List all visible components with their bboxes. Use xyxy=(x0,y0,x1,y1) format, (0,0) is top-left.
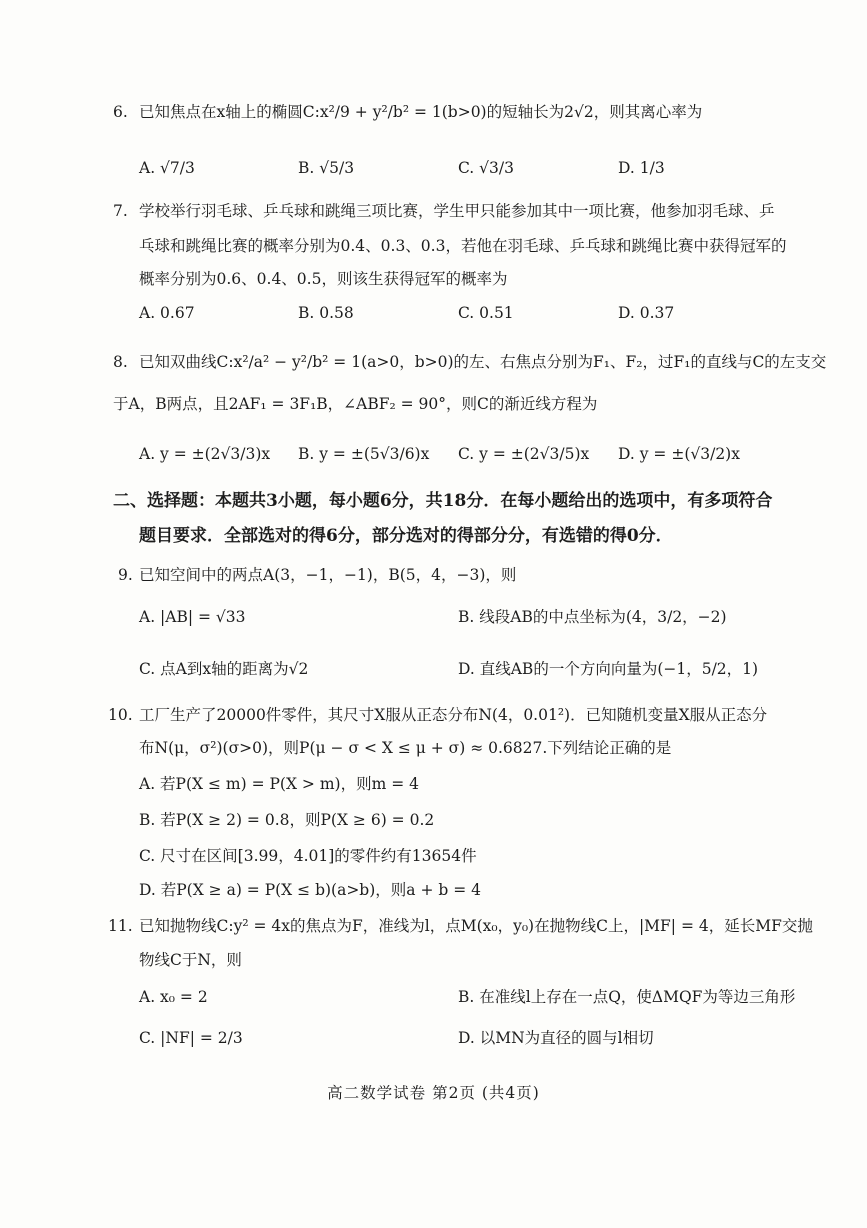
question-line: 于A，B两点，且2AF₁ = 3F₁B，∠ABF₂ = 90°，则C的渐近线方程为 xyxy=(113,395,598,413)
option-d: D. 直线AB的一个方向向量为(−1，5/2，1) xyxy=(458,660,759,678)
question-stem: 已知焦点在x轴上的椭圆C:x²/9 + y²/b² = 1(b>0)的短轴长为2√2，则其离心率为 xyxy=(139,103,703,121)
question-number: 9. xyxy=(118,566,133,584)
question-line: 学校举行羽毛球、乒乓球和跳绳三项比赛，学生甲只能参加其中一项比赛，他参加羽毛球、乒 xyxy=(139,202,775,220)
option-d: D. 0.37 xyxy=(618,304,675,322)
question-line: 工厂生产了20000件零件，其尺寸X服从正态分布N(4，0.01²)．已知随机变量X服从正态分 xyxy=(139,706,768,724)
option-c: C. 0.51 xyxy=(458,304,514,322)
option-c: C. 尺寸在区间[3.99，4.01]的零件约有13654件 xyxy=(139,847,477,865)
question-number: 6. xyxy=(113,103,128,121)
option-b: B. y = ±(5√3/6)x xyxy=(298,445,430,463)
option-c: C. √3/3 xyxy=(458,159,514,177)
option-b: B. 若P(X ≥ 2) = 0.8，则P(X ≥ 6) = 0.2 xyxy=(139,811,435,829)
question-number: 8. xyxy=(113,353,128,371)
section-heading-cont: 题目要求．全部选对的得6分，部分选对的得部分分，有选错的得0分． xyxy=(139,526,673,546)
option-a: A. y = ±(2√3/3)x xyxy=(139,445,271,463)
page-footer: 高二数学试卷 第2页 (共4页) xyxy=(327,1084,540,1102)
question-line: 已知双曲线C:x²/a² − y²/b² = 1(a>0，b>0)的左、右焦点分别为F₁、F₂，过F₁的直线与C的左支交 xyxy=(139,353,827,371)
question-number: 7. xyxy=(113,202,128,220)
option-a: A. √7/3 xyxy=(139,159,195,177)
option-a: A. |AB| = √33 xyxy=(139,608,246,626)
option-b: B. 在准线l上存在一点Q，使ΔMQF为等边三角形 xyxy=(458,988,796,1006)
option-b: B. 0.58 xyxy=(298,304,354,322)
option-d: D. 1/3 xyxy=(618,159,665,177)
question-line: 概率分别为0.6、0.4、0.5，则该生获得冠军的概率为 xyxy=(139,270,508,288)
option-b: B. 线段AB的中点坐标为(4，3/2，−2) xyxy=(458,608,727,626)
option-c: C. y = ±(2√3/5)x xyxy=(458,445,590,463)
question-number: 11. xyxy=(108,917,133,935)
question-line: 布N(μ，σ²)(σ>0)，则P(μ − σ < X ≤ μ + σ) ≈ 0.6827.下列结论正确的是 xyxy=(139,739,672,757)
option-c: C. 点A到x轴的距离为√2 xyxy=(139,660,309,678)
option-a: A. 0.67 xyxy=(139,304,195,322)
option-b: B. √5/3 xyxy=(298,159,355,177)
question-number: 10. xyxy=(108,706,133,724)
option-a: A. x₀ = 2 xyxy=(139,988,208,1006)
question-line: 已知抛物线C:y² = 4x的焦点为F，准线为l，点M(x₀，y₀)在抛物线C上，|MF| = 4，延长MF交抛 xyxy=(139,917,813,935)
question-stem: 已知空间中的两点A(3，−1，−1)，B(5，4，−3)，则 xyxy=(139,566,517,584)
question-line: 物线C于N，则 xyxy=(139,951,242,969)
option-a: A. 若P(X ≤ m) = P(X > m)，则m = 4 xyxy=(139,775,419,793)
option-c: C. |NF| = 2/3 xyxy=(139,1029,243,1047)
section-heading: 二、选择题：本题共3小题，每小题6分，共18分．在每小题给出的选项中，有多项符合 xyxy=(113,491,773,511)
option-d: D. y = ±(√3/2)x xyxy=(618,445,740,463)
option-d: D. 以MN为直径的圆与l相切 xyxy=(458,1029,654,1047)
question-line: 乓球和跳绳比赛的概率分别为0.4、0.3、0.3，若他在羽毛球、乒乓球和跳绳比赛中获得冠军的 xyxy=(139,237,787,255)
option-d: D. 若P(X ≥ a) = P(X ≤ b)(a>b)，则a + b = 4 xyxy=(139,881,481,899)
